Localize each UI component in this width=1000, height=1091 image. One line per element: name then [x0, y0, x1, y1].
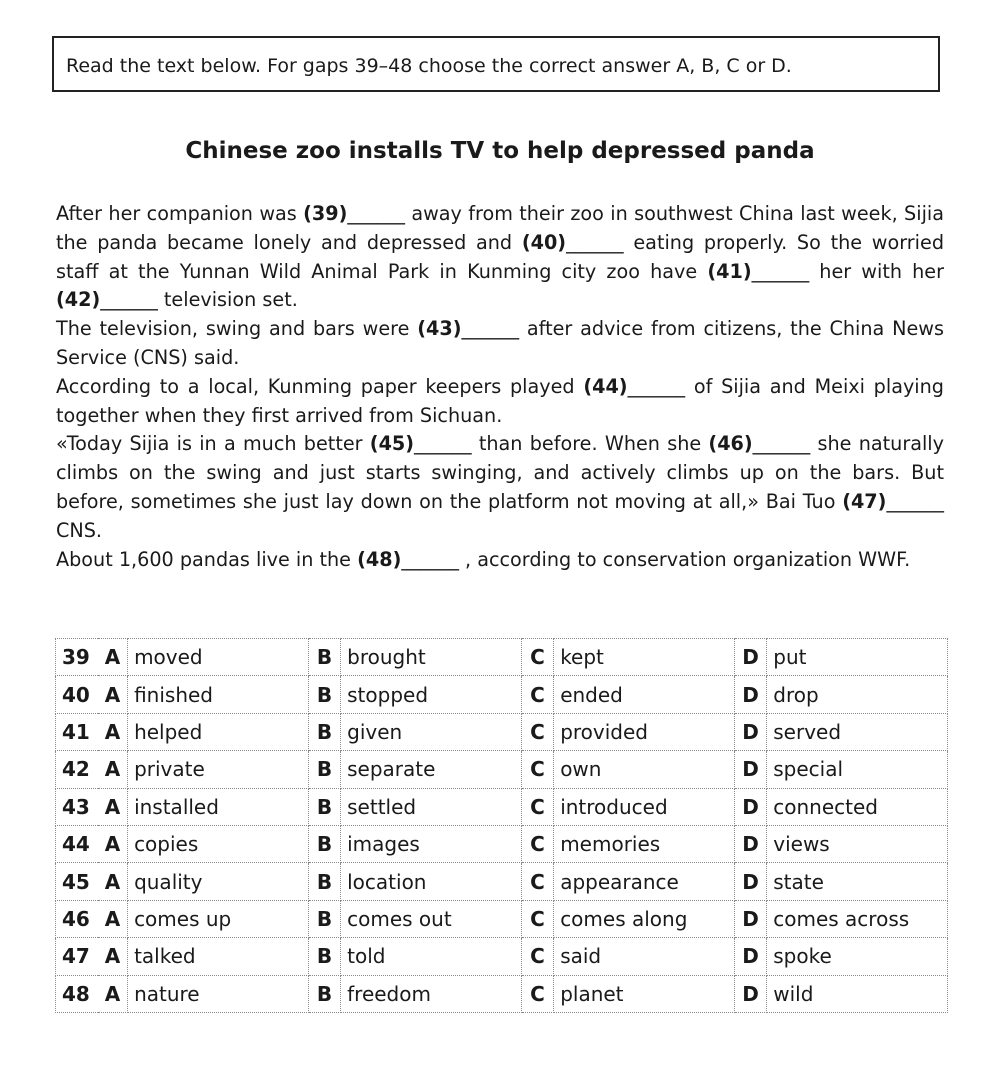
passage-text: ______ CNS.	[56, 489, 944, 542]
option-b: comes out	[341, 900, 522, 937]
option-a: comes up	[128, 900, 309, 937]
option-d: connected	[767, 788, 948, 825]
option-c: own	[554, 751, 735, 788]
instruction-box	[52, 36, 940, 92]
option-a: finished	[128, 676, 309, 713]
option-letter-b: B	[308, 900, 340, 937]
gap-40-number: (40)	[521, 230, 567, 254]
option-d: wild	[767, 975, 948, 1012]
option-letter-a: A	[98, 938, 128, 975]
answer-options-table	[55, 638, 948, 1013]
option-row-44	[56, 825, 948, 862]
option-row-39	[56, 639, 948, 676]
option-letter-d: D	[734, 863, 766, 900]
option-letter-a: A	[98, 825, 128, 862]
reading-passage	[56, 200, 944, 574]
option-d: views	[767, 825, 948, 862]
option-row-46	[56, 900, 948, 937]
option-letter-a: A	[98, 975, 128, 1012]
option-c: comes along	[554, 900, 735, 937]
option-letter-c: C	[521, 938, 553, 975]
option-c: memories	[554, 825, 735, 862]
option-c: appearance	[554, 863, 735, 900]
option-d: drop	[767, 676, 948, 713]
option-d: state	[767, 863, 948, 900]
option-b: stopped	[341, 676, 522, 713]
option-a: copies	[128, 825, 309, 862]
option-letter-b: B	[308, 788, 340, 825]
option-letter-c: C	[521, 788, 553, 825]
option-letter-a: A	[98, 713, 128, 750]
question-number: 47	[56, 938, 98, 975]
option-letter-d: D	[734, 751, 766, 788]
gap-41-number: (41)	[707, 259, 752, 283]
option-c: planet	[554, 975, 735, 1012]
question-number: 48	[56, 975, 98, 1012]
option-letter-c: C	[521, 751, 553, 788]
option-a: talked	[128, 938, 309, 975]
question-number: 43	[56, 788, 98, 825]
option-letter-c: C	[521, 900, 553, 937]
option-b: given	[341, 713, 522, 750]
passage-text: According to a local, Kunming paper keepers played	[56, 374, 584, 398]
passage-text: ______ after advice from citizens, the China News Service (CNS) said.	[56, 317, 944, 369]
option-letter-d: D	[734, 676, 766, 713]
question-number: 41	[56, 713, 98, 750]
question-number: 42	[56, 751, 98, 788]
option-letter-c: C	[521, 863, 553, 900]
passage-text: ______ than before. When she	[414, 432, 709, 456]
option-letter-a: A	[98, 751, 128, 788]
option-row-41	[56, 713, 948, 750]
instruction-text: Read the text below. For gaps 39–48 choose the correct answer A, B, C or D.	[66, 55, 792, 77]
option-letter-b: B	[308, 676, 340, 713]
option-letter-d: D	[734, 825, 766, 862]
option-letter-a: A	[98, 863, 128, 900]
option-row-42	[56, 751, 948, 788]
option-letter-c: C	[521, 639, 553, 676]
option-d: spoke	[767, 938, 948, 975]
gap-45-number: (45)	[369, 432, 415, 456]
option-letter-b: B	[308, 975, 340, 1012]
option-row-47	[56, 938, 948, 975]
option-c: introduced	[554, 788, 735, 825]
passage-text: ______ she naturally climbs on the swing and just starts swinging, and actively climbs up on the bars. But before, sometimes she just lay down on the platform not moving at all,» Bai Tuo	[56, 432, 944, 513]
gap-46-number: (46)	[708, 432, 753, 456]
gap-39-number: (39)	[303, 202, 348, 225]
option-letter-b: B	[308, 863, 340, 900]
option-letter-d: D	[734, 975, 766, 1012]
option-d: comes across	[767, 900, 948, 937]
option-a: nature	[128, 975, 309, 1012]
option-letter-c: C	[521, 975, 553, 1012]
article-title: Chinese zoo installs TV to help depressed panda	[185, 138, 815, 164]
option-d: special	[767, 751, 948, 788]
option-letter-d: D	[734, 713, 766, 750]
option-letter-a: A	[98, 788, 128, 825]
option-letter-d: D	[734, 900, 766, 937]
option-letter-a: A	[98, 676, 128, 713]
passage-text: ______ away from their zoo in southwest China last week, Sijia the panda became lonely and depressed and	[56, 202, 944, 254]
passage-text: «Today Sijia is in a much better	[56, 432, 370, 456]
gap-44-number: (44)	[583, 374, 628, 398]
option-row-43	[56, 788, 948, 825]
passage-text: After her companion was	[56, 202, 304, 225]
question-number: 46	[56, 900, 98, 937]
option-row-45	[56, 863, 948, 900]
passage-text: About 1,600 pandas live in the	[56, 547, 358, 571]
question-number: 45	[56, 863, 98, 900]
passage-text: ______ her with her	[751, 259, 944, 283]
option-letter-d: D	[734, 639, 766, 676]
gap-48-number: (48)	[357, 547, 402, 571]
option-b: told	[341, 938, 522, 975]
option-letter-b: B	[308, 639, 340, 676]
passage-text: ______ television set.	[100, 288, 298, 312]
option-letter-c: C	[521, 825, 553, 862]
option-b: freedom	[341, 975, 522, 1012]
passage-text: ______ , according to conservation organization WWF.	[401, 547, 911, 571]
passage-text: ______ eating properly. So the worried staff at the Yunnan Wild Animal Park in Kunming city zoo have	[56, 230, 944, 283]
paragraph-2	[56, 315, 944, 373]
question-number: 44	[56, 825, 98, 862]
question-number: 39	[56, 639, 98, 676]
option-a: private	[128, 751, 309, 788]
paragraph-4	[56, 430, 944, 545]
option-b: images	[341, 825, 522, 862]
option-c: provided	[554, 713, 735, 750]
option-b: settled	[341, 788, 522, 825]
option-a: installed	[128, 788, 309, 825]
option-letter-d: D	[734, 788, 766, 825]
option-b: brought	[341, 639, 522, 676]
option-b: separate	[341, 751, 522, 788]
option-letter-a: A	[98, 900, 128, 937]
option-letter-a: A	[98, 639, 128, 676]
gap-42-number: (42)	[56, 288, 101, 312]
paragraph-5	[56, 546, 944, 575]
option-d: put	[767, 639, 948, 676]
gap-47-number: (47)	[842, 489, 887, 513]
option-a: quality	[128, 863, 309, 900]
option-b: location	[341, 863, 522, 900]
option-c: kept	[554, 639, 735, 676]
option-letter-b: B	[308, 751, 340, 788]
option-row-48	[56, 975, 948, 1012]
option-row-40	[56, 676, 948, 713]
option-c: ended	[554, 676, 735, 713]
option-a: moved	[128, 639, 309, 676]
question-number: 40	[56, 676, 98, 713]
option-letter-d: D	[734, 938, 766, 975]
option-letter-c: C	[521, 676, 553, 713]
option-a: helped	[128, 713, 309, 750]
gap-43-number: (43)	[417, 317, 462, 341]
option-letter-b: B	[308, 825, 340, 862]
option-d: served	[767, 713, 948, 750]
paragraph-1	[56, 200, 944, 315]
passage-text: The television, swing and bars were	[56, 317, 418, 341]
passage-text: ______ of Sijia and Meixi playing together when they first arrived from Sichuan.	[56, 374, 944, 427]
paragraph-3	[56, 373, 944, 431]
option-c: said	[554, 938, 735, 975]
option-letter-b: B	[308, 713, 340, 750]
option-letter-b: B	[308, 938, 340, 975]
option-letter-c: C	[521, 713, 553, 750]
